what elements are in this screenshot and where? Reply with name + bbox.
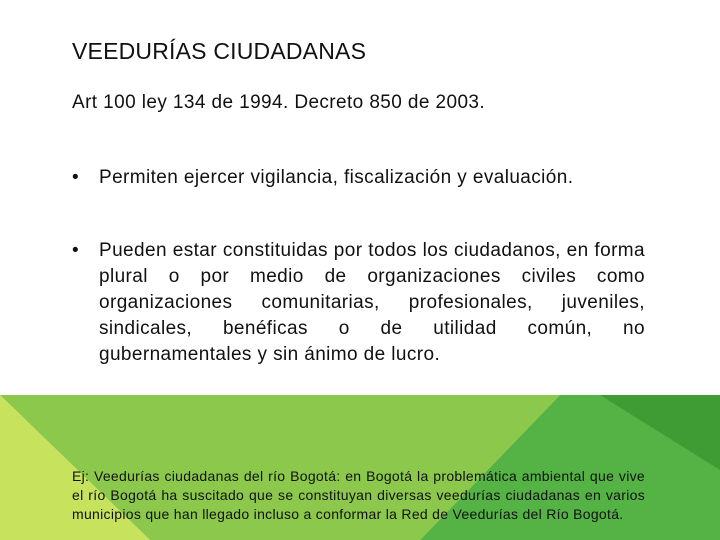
example-paragraph: Ej: Veedurías ciudadanas del río Bogotá: en Bogotá la problemática ambiental que vive el río Bogotá ha suscitado que se constituyan diversas veedurías ciudadanas en varios municipios que han llegado incluso a conformar la Red de Veedurías del Río Bogotá. (72, 468, 645, 522)
bullet-text: Permiten ejercer vigilancia, fiscalización y evaluación. (99, 167, 574, 188)
bullet-dot-icon: • (72, 167, 80, 188)
bullet-dot-icon: • (72, 240, 80, 261)
slide-title: VEEDURÍAS CIUDADANAS (72, 38, 367, 64)
bullet-item (72, 238, 645, 368)
bullet-text: Pueden estar constituidas por todos los ciudadanos, en forma plural o por medio de organizaciones civiles como organizaciones comunitarias, profesionales, juveniles, sindicales, benéficas o de utilidad común, no gubernamentales y sin ánimo de lucro. (99, 240, 645, 365)
bullet-list (72, 165, 645, 368)
bullet-item (72, 165, 645, 191)
slide-subtitle: Art 100 ley 134 de 1994. Decreto 850 de 2003. (72, 92, 486, 113)
